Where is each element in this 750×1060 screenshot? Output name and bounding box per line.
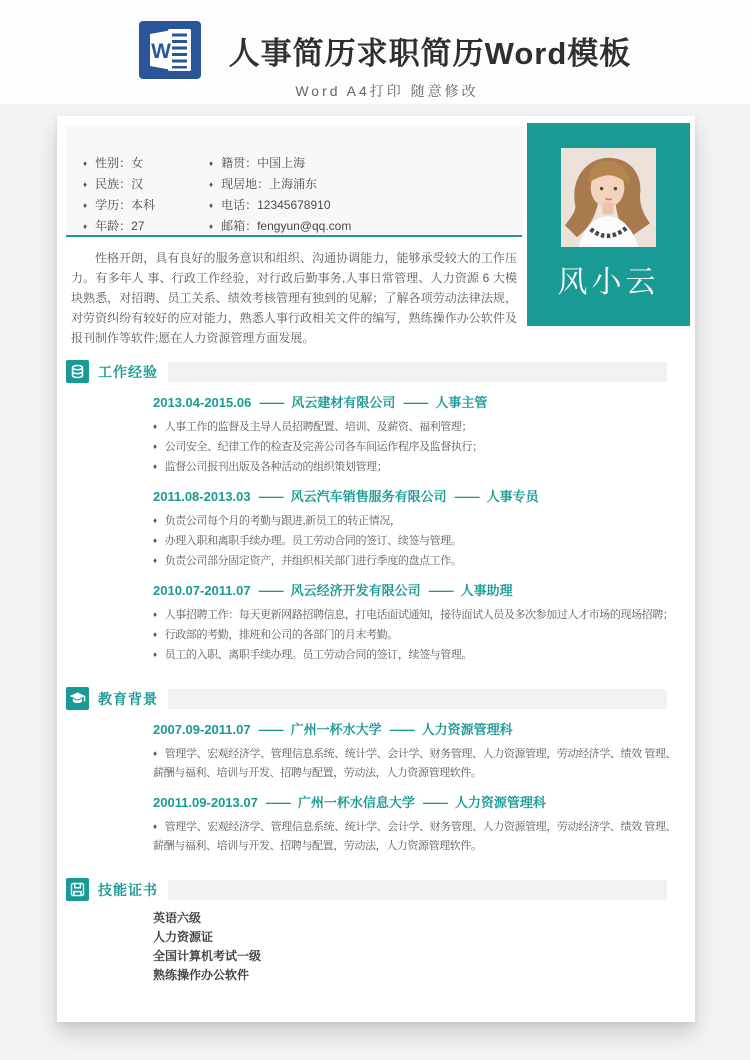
education-bullet-text: 管理学、宏观经济学、管理信息系统、统计学、会计学、财务管理、人力资源管理，劳动经济学、绩效 管理、薪酬与福利、培训与开发、招聘与配置，劳动法，人力资源管理软件。: [153, 821, 677, 852]
job-bullet-text: 人事招聘工作：每天更新网路招聘信息，打电话面试通知，接待面试人员及多次参加过人才市场的现场招聘；: [164, 609, 674, 621]
section-title: 工作经验: [98, 363, 158, 380]
job-role: 人事专员: [486, 489, 539, 504]
dash-separator: ——: [422, 795, 447, 810]
personal-info-left-column: [83, 153, 209, 235]
resume-sections: [57, 360, 695, 985]
dash-separator: ——: [428, 583, 453, 598]
job-bullet: [153, 551, 683, 571]
job-bullet-text: 人事工作的监督及主导人员招聘配置、培训、及薪资、福利管理；: [164, 421, 473, 433]
education-bullet-text: 管理学、宏观经济学、管理信息系统、统计学、会计学、财务管理、人力资源管理，劳动经济学、绩效 管理、薪酬与福利、培训与开发、招聘与配置，劳动法，人力资源管理软件。: [153, 748, 677, 779]
job-bullet: [153, 417, 683, 437]
job-bullet: [153, 625, 683, 645]
info-text: 邮箱：fengyun@qq.com: [221, 219, 352, 233]
dash-separator: ——: [454, 489, 479, 504]
job-bullet: [153, 437, 683, 457]
header-brand-row: [10, 0, 750, 79]
personal-info-box: [66, 126, 522, 237]
education-bullet-list: [153, 817, 683, 856]
job-heading: [153, 583, 683, 599]
job-bullet: [153, 605, 683, 625]
certificate-icon: [66, 878, 89, 901]
diamond-bullet-icon: ♦: [209, 201, 214, 210]
section-title: 教育背景: [98, 690, 158, 707]
word-logo-icon: [139, 21, 201, 79]
education-major: 人力资源管理科: [421, 722, 513, 737]
job-bullet-list: [153, 511, 683, 571]
info-item: [209, 195, 351, 216]
section-title: 技能证书: [98, 881, 158, 898]
info-item: [83, 216, 209, 237]
job-period: 2013.04-2015.06: [153, 395, 252, 410]
diamond-bullet-icon: ♦: [153, 556, 157, 565]
skill-item: 英语六级: [153, 911, 202, 925]
diamond-bullet-icon: ♦: [153, 749, 157, 758]
job-company: 风云汽车销售服务有限公司: [290, 489, 447, 504]
page-subtitle: Word A4打印 随意修改: [295, 83, 479, 99]
job-period: 2010.07-2011.07: [153, 583, 251, 598]
job-bullet-text: 监督公司报刊出版及各种活动的组织策划管理；: [164, 461, 388, 473]
job-bullet-text: 员工的入职、离职手续办理。员工劳动合同的签订，续签与管理。: [164, 649, 473, 661]
skill-item: 熟练操作办公软件: [153, 968, 250, 982]
info-item: [83, 195, 209, 216]
job-bullet: [153, 511, 683, 531]
dash-separator: ——: [389, 722, 414, 737]
diamond-bullet-icon: ♦: [209, 159, 214, 168]
section-header-education: [66, 687, 667, 710]
resume-page: [57, 116, 695, 1022]
database-icon: [66, 360, 89, 383]
info-item: [209, 153, 351, 174]
skills-list: [153, 909, 695, 985]
info-text: 性别：女: [95, 156, 144, 170]
education-bullet: [153, 744, 683, 783]
education-bullet: [153, 817, 683, 856]
diamond-bullet-icon: ♦: [83, 180, 88, 189]
section-header-work: [66, 360, 667, 383]
job-bullet-text: 负责公司每个月的考勤与跟进,新员工的转正情况，: [164, 515, 401, 527]
section-header-bar: [168, 689, 667, 709]
diamond-bullet-icon: ♦: [153, 822, 157, 831]
diamond-bullet-icon: ♦: [209, 222, 214, 231]
diamond-bullet-icon: ♦: [153, 516, 157, 525]
education-school: 广州一杯水信息大学: [297, 795, 415, 810]
education-period: 20011.09-2013.07: [153, 795, 258, 810]
info-text: 现居地：上海浦东: [221, 177, 318, 191]
info-item: [209, 216, 351, 237]
info-item: [209, 174, 351, 195]
job-bullet-text: 公司安全、纪律工作的检查及完善公司各车间运作程序及监督执行；: [164, 441, 483, 453]
info-text: 籍贯：中国上海: [221, 156, 306, 170]
job-role: 人事助理: [460, 583, 513, 598]
education-period: 2007.09-2011.07: [153, 722, 251, 737]
info-item: [83, 153, 209, 174]
job-bullet-text: 行政部的考勤，排班和公司的各部门的月末考勤。: [164, 629, 398, 641]
section-header-bar: [168, 880, 667, 900]
job-bullet: [153, 531, 683, 551]
diamond-bullet-icon: ♦: [153, 536, 157, 545]
job-bullet-text: 办理入职和离职手续办理。员工劳动合同的签订、续签与管理。: [164, 535, 462, 547]
diamond-bullet-icon: ♦: [153, 610, 157, 619]
personal-info-right-column: [209, 153, 351, 235]
job-heading: [153, 395, 683, 411]
info-item: [83, 174, 209, 195]
info-text: 年龄：27: [95, 219, 145, 233]
dash-separator: ——: [259, 395, 284, 410]
skill-item: 全国计算机考试一级: [153, 949, 262, 963]
info-text: 电话：12345678910: [221, 198, 331, 212]
diamond-bullet-icon: ♦: [83, 159, 88, 168]
section-header-skills: [66, 878, 667, 901]
dash-separator: ——: [258, 489, 283, 504]
job-period: 2011.08-2013.03: [153, 489, 251, 504]
education-heading: [153, 722, 683, 738]
diamond-bullet-icon: ♦: [153, 422, 157, 431]
job-role: 人事主管: [435, 395, 488, 410]
dash-separator: ——: [258, 583, 283, 598]
portrait-photo: [561, 148, 656, 247]
info-text: 民族：汉: [95, 177, 144, 191]
education-school: 广州一杯水大学: [290, 722, 382, 737]
job-company: 风云建材有限公司: [291, 395, 396, 410]
job-bullet-list: [153, 417, 683, 477]
diamond-bullet-icon: ♦: [153, 462, 157, 471]
job-bullet-list: [153, 605, 683, 665]
candidate-name: 风小云: [557, 266, 660, 299]
dash-separator: ——: [403, 395, 428, 410]
job-bullet: [153, 645, 683, 665]
education-bullet-list: [153, 744, 683, 783]
education-heading: [153, 795, 683, 811]
diamond-bullet-icon: ♦: [209, 180, 214, 189]
info-text: 学历：本科: [95, 198, 156, 212]
diamond-bullet-icon: ♦: [153, 650, 157, 659]
section-header-bar: [168, 362, 667, 382]
name-card: [527, 123, 690, 326]
diamond-bullet-icon: ♦: [83, 201, 88, 210]
graduation-cap-icon: [66, 687, 89, 710]
job-bullet-text: 负责公司部分固定资产，并组织相关部门进行季度的盘点工作。: [164, 555, 462, 567]
job-heading: [153, 489, 683, 505]
dash-separator: ——: [258, 722, 283, 737]
self-evaluation-paragraph: 性格开朗，具有良好的服务意识和组织、沟通协调能力，能够承受较大的工作压力。有多年人 事、行政工作经验，对行政后勤事务,人事日常管理、人力资源 6 大模块熟悉，对招聘、员工关系、绩效考核管理有独到的见解；了解各项劳动法律法规，对劳资纠纷有较好的应对能力，熟悉人事行政相关文件的编写，熟练操作办公软件及报刊制作等软件;愿在人力资源管理方面发展。: [71, 251, 517, 345]
skill-item: 人力资源证: [153, 930, 214, 944]
dash-separator: ——: [265, 795, 290, 810]
word-logo-letter: W: [150, 40, 171, 63]
education-major: 人力资源管理科: [454, 795, 546, 810]
page-title: 人事简历求职简历Word模板: [228, 35, 632, 71]
diamond-bullet-icon: ♦: [83, 222, 88, 231]
job-bullet: [153, 457, 683, 477]
diamond-bullet-icon: ♦: [153, 630, 157, 639]
diamond-bullet-icon: ♦: [153, 442, 157, 451]
job-company: 风云经济开发有限公司: [290, 583, 421, 598]
